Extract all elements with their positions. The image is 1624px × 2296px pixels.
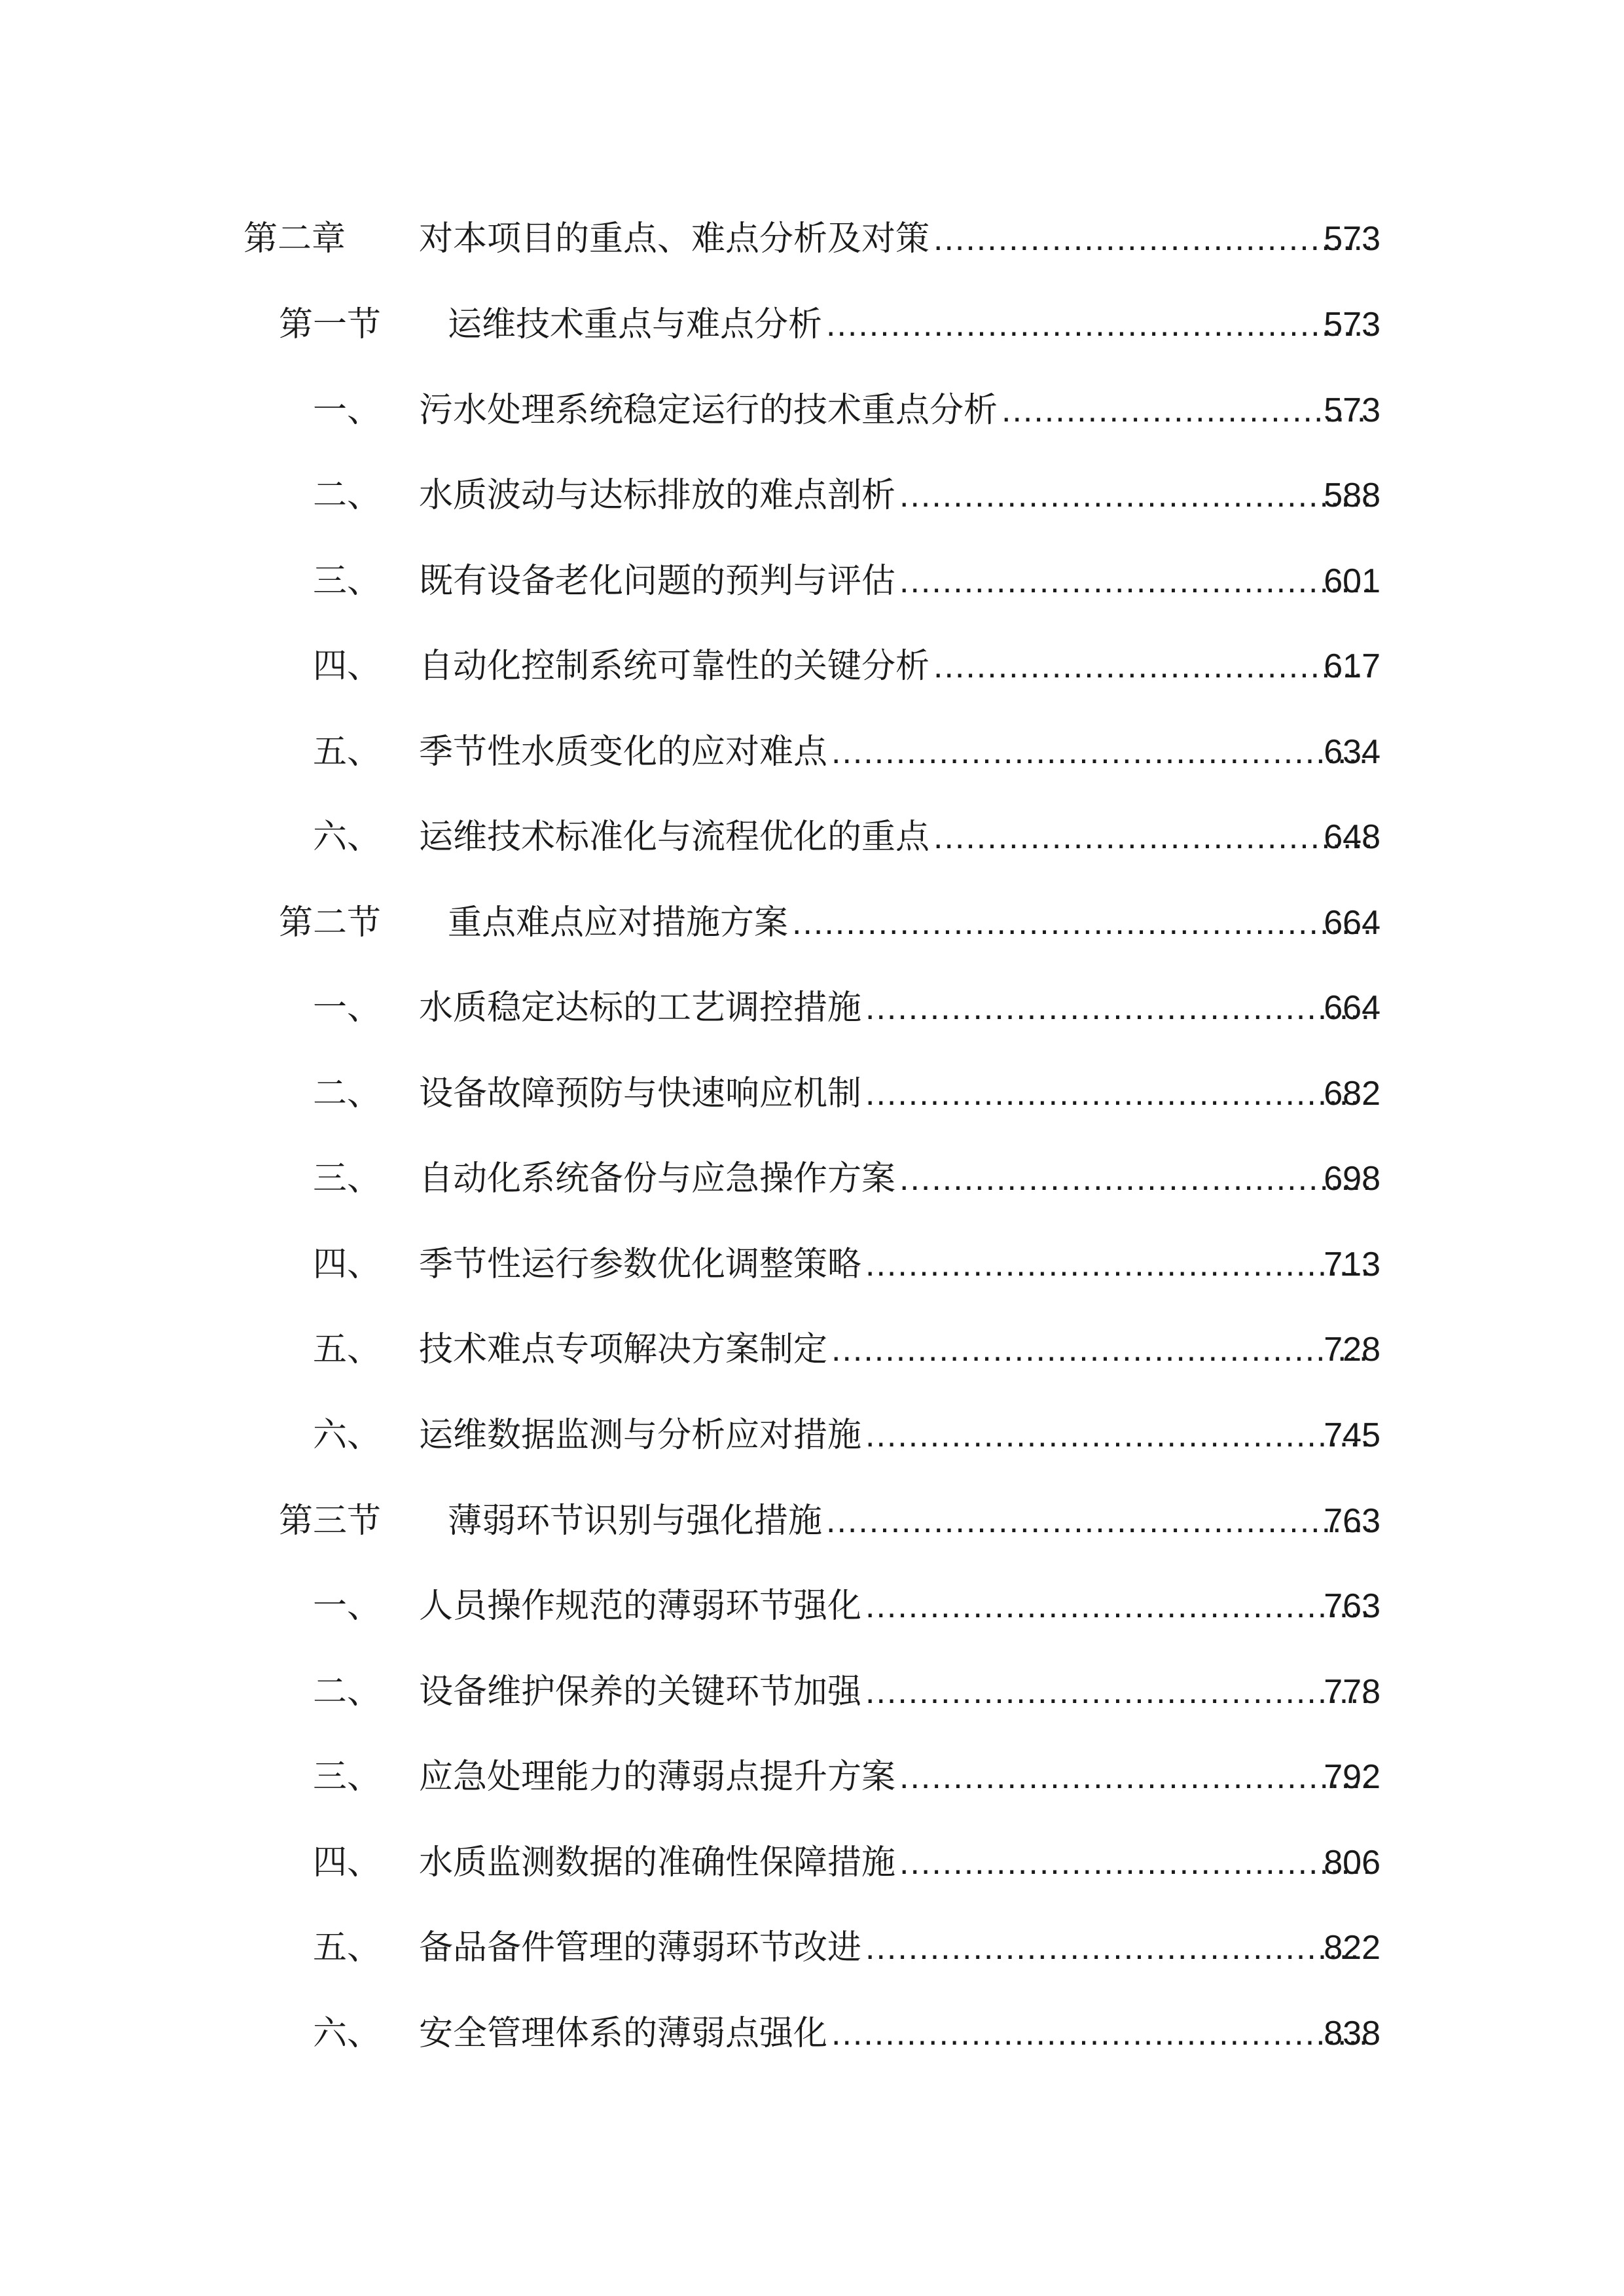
toc-entry-section[interactable] xyxy=(0,1492,1624,1551)
dot-leader xyxy=(865,1918,1370,1977)
toc-entry-page: 573 xyxy=(1324,220,1380,258)
toc-entry-item[interactable] xyxy=(0,466,1624,525)
toc-entry-item[interactable] xyxy=(0,808,1624,867)
toc-entry-title: 安全管理体系的薄弱点强化 xyxy=(419,2014,828,2053)
dot-leader xyxy=(831,2004,1370,2063)
toc-entry-number: 三、 xyxy=(313,1159,382,1198)
toc-entry-title: 污水处理系统稳定运行的技术重点分析 xyxy=(419,391,998,430)
toc-entry-number: 第一节 xyxy=(279,305,382,344)
toc-entry-number: 四、 xyxy=(313,1843,382,1882)
toc-entry-title: 季节性运行参数优化调整策略 xyxy=(419,1245,862,1284)
dot-leader xyxy=(933,637,1370,696)
dot-leader xyxy=(1001,381,1370,440)
toc-entry-page: 617 xyxy=(1324,647,1380,685)
dot-leader xyxy=(899,1748,1370,1806)
toc-entry-page: 648 xyxy=(1324,818,1380,856)
toc-entry-title: 对本项目的重点、难点分析及对策 xyxy=(419,219,930,259)
toc-entry-page: 745 xyxy=(1324,1416,1380,1454)
dot-leader xyxy=(899,552,1370,611)
dot-leader xyxy=(865,1406,1370,1465)
toc-entry-item[interactable] xyxy=(0,723,1624,781)
toc-entry-chapter[interactable] xyxy=(0,209,1624,268)
toc-entry-page: 778 xyxy=(1324,1673,1380,1711)
toc-entry-page: 634 xyxy=(1324,733,1380,771)
toc-entry-number: 六、 xyxy=(313,1416,382,1455)
toc-entry-number: 第三节 xyxy=(279,1501,382,1541)
toc-entry-number: 一、 xyxy=(313,988,382,1028)
toc-entry-page: 792 xyxy=(1324,1758,1380,1796)
toc-entry-page: 763 xyxy=(1324,1502,1380,1540)
toc-entry-title: 自动化系统备份与应急操作方案 xyxy=(419,1159,896,1198)
toc-entry-title: 自动化控制系统可靠性的关键分析 xyxy=(419,647,930,686)
dot-leader xyxy=(933,209,1370,268)
toc-entry-title: 水质波动与达标排放的难点剖析 xyxy=(419,476,896,515)
toc-entry-number: 六、 xyxy=(313,817,382,857)
toc-entry-item[interactable] xyxy=(0,1918,1624,1977)
toc-entry-number: 第二章 xyxy=(244,219,346,259)
toc-entry-number: 二、 xyxy=(313,476,382,515)
toc-entry-title: 水质稳定达标的工艺调控措施 xyxy=(419,988,862,1028)
dot-leader xyxy=(831,723,1370,781)
toc-entry-page: 682 xyxy=(1324,1075,1380,1113)
toc-entry-number: 一、 xyxy=(313,1587,382,1626)
toc-entry-number: 二、 xyxy=(313,1672,382,1712)
toc-entry-section[interactable] xyxy=(0,295,1624,354)
toc-entry-title: 运维数据监测与分析应对措施 xyxy=(419,1416,862,1455)
toc-entry-item[interactable] xyxy=(0,1406,1624,1465)
dot-leader xyxy=(831,1320,1370,1379)
toc-entry-number: 四、 xyxy=(313,1245,382,1284)
toc-entry-number: 四、 xyxy=(313,647,382,686)
toc-entry-page: 573 xyxy=(1324,306,1380,344)
toc-entry-title: 技术难点专项解决方案制定 xyxy=(419,1330,828,1369)
toc-entry-item[interactable] xyxy=(0,1320,1624,1379)
dot-leader xyxy=(865,1064,1370,1123)
dot-leader xyxy=(826,1492,1370,1551)
toc-entry-number: 第二节 xyxy=(279,903,382,942)
toc-entry-title: 设备维护保养的关键环节加强 xyxy=(419,1672,862,1712)
dot-leader xyxy=(792,893,1370,952)
toc-entry-page: 601 xyxy=(1324,562,1380,600)
toc-entry-item[interactable] xyxy=(0,2004,1624,2063)
toc-entry-item[interactable] xyxy=(0,1833,1624,1892)
toc-entry-page: 664 xyxy=(1324,904,1380,942)
toc-entry-page: 806 xyxy=(1324,1844,1380,1882)
toc-entry-title: 重点难点应对措施方案 xyxy=(448,903,789,942)
dot-leader xyxy=(899,1833,1370,1892)
toc-entry-page: 664 xyxy=(1324,989,1380,1027)
toc-entry-page: 728 xyxy=(1324,1331,1380,1369)
toc-entry-page: 838 xyxy=(1324,2015,1380,2053)
toc-entry-title: 季节性水质变化的应对难点 xyxy=(419,732,828,772)
toc-entry-number: 五、 xyxy=(313,1330,382,1369)
dot-leader xyxy=(865,1235,1370,1294)
toc-entry-title: 人员操作规范的薄弱环节强化 xyxy=(419,1587,862,1626)
toc-entry-page: 573 xyxy=(1324,391,1380,429)
toc-entry-item[interactable] xyxy=(0,978,1624,1037)
toc-entry-title: 应急处理能力的薄弱点提升方案 xyxy=(419,1757,896,1797)
toc-entry-number: 六、 xyxy=(313,2014,382,2053)
toc-entry-page: 713 xyxy=(1324,1246,1380,1283)
toc-entry-page: 588 xyxy=(1324,476,1380,514)
dot-leader xyxy=(865,1577,1370,1636)
toc-entry-title: 既有设备老化问题的预判与评估 xyxy=(419,562,896,601)
toc-entry-number: 一、 xyxy=(313,391,382,430)
toc-entry-number: 五、 xyxy=(313,732,382,772)
toc-entry-item[interactable] xyxy=(0,1149,1624,1208)
dot-leader xyxy=(899,466,1370,525)
toc-entry-item[interactable] xyxy=(0,1235,1624,1294)
toc-entry-title: 水质监测数据的准确性保障措施 xyxy=(419,1843,896,1882)
toc-entry-item[interactable] xyxy=(0,1577,1624,1636)
dot-leader xyxy=(933,808,1370,867)
dot-leader xyxy=(826,295,1370,354)
toc-entry-title: 薄弱环节识别与强化措施 xyxy=(448,1501,823,1541)
toc-entry-title: 备品备件管理的薄弱环节改进 xyxy=(419,1928,862,1967)
toc-entry-item[interactable] xyxy=(0,1064,1624,1123)
toc-entry-title: 运维技术重点与难点分析 xyxy=(448,305,823,344)
toc-entry-title: 运维技术标准化与流程优化的重点 xyxy=(419,817,930,857)
dot-leader xyxy=(899,1149,1370,1208)
toc-entry-section[interactable] xyxy=(0,893,1624,952)
toc-entry-item[interactable] xyxy=(0,1748,1624,1806)
toc-entry-item[interactable] xyxy=(0,1662,1624,1721)
toc-entry-number: 五、 xyxy=(313,1928,382,1967)
toc-entry-number: 三、 xyxy=(313,1757,382,1797)
toc-entry-item[interactable] xyxy=(0,381,1624,440)
toc-entry-page: 822 xyxy=(1324,1929,1380,1967)
toc-entry-number: 二、 xyxy=(313,1074,382,1113)
toc-entry-page: 763 xyxy=(1324,1587,1380,1625)
dot-leader xyxy=(865,1662,1370,1721)
toc-entry-item[interactable] xyxy=(0,637,1624,696)
dot-leader xyxy=(865,978,1370,1037)
toc-entry-page: 698 xyxy=(1324,1160,1380,1198)
toc-entry-number: 三、 xyxy=(313,562,382,601)
toc-entry-title: 设备故障预防与快速响应机制 xyxy=(419,1074,862,1113)
toc-entry-item[interactable] xyxy=(0,552,1624,611)
